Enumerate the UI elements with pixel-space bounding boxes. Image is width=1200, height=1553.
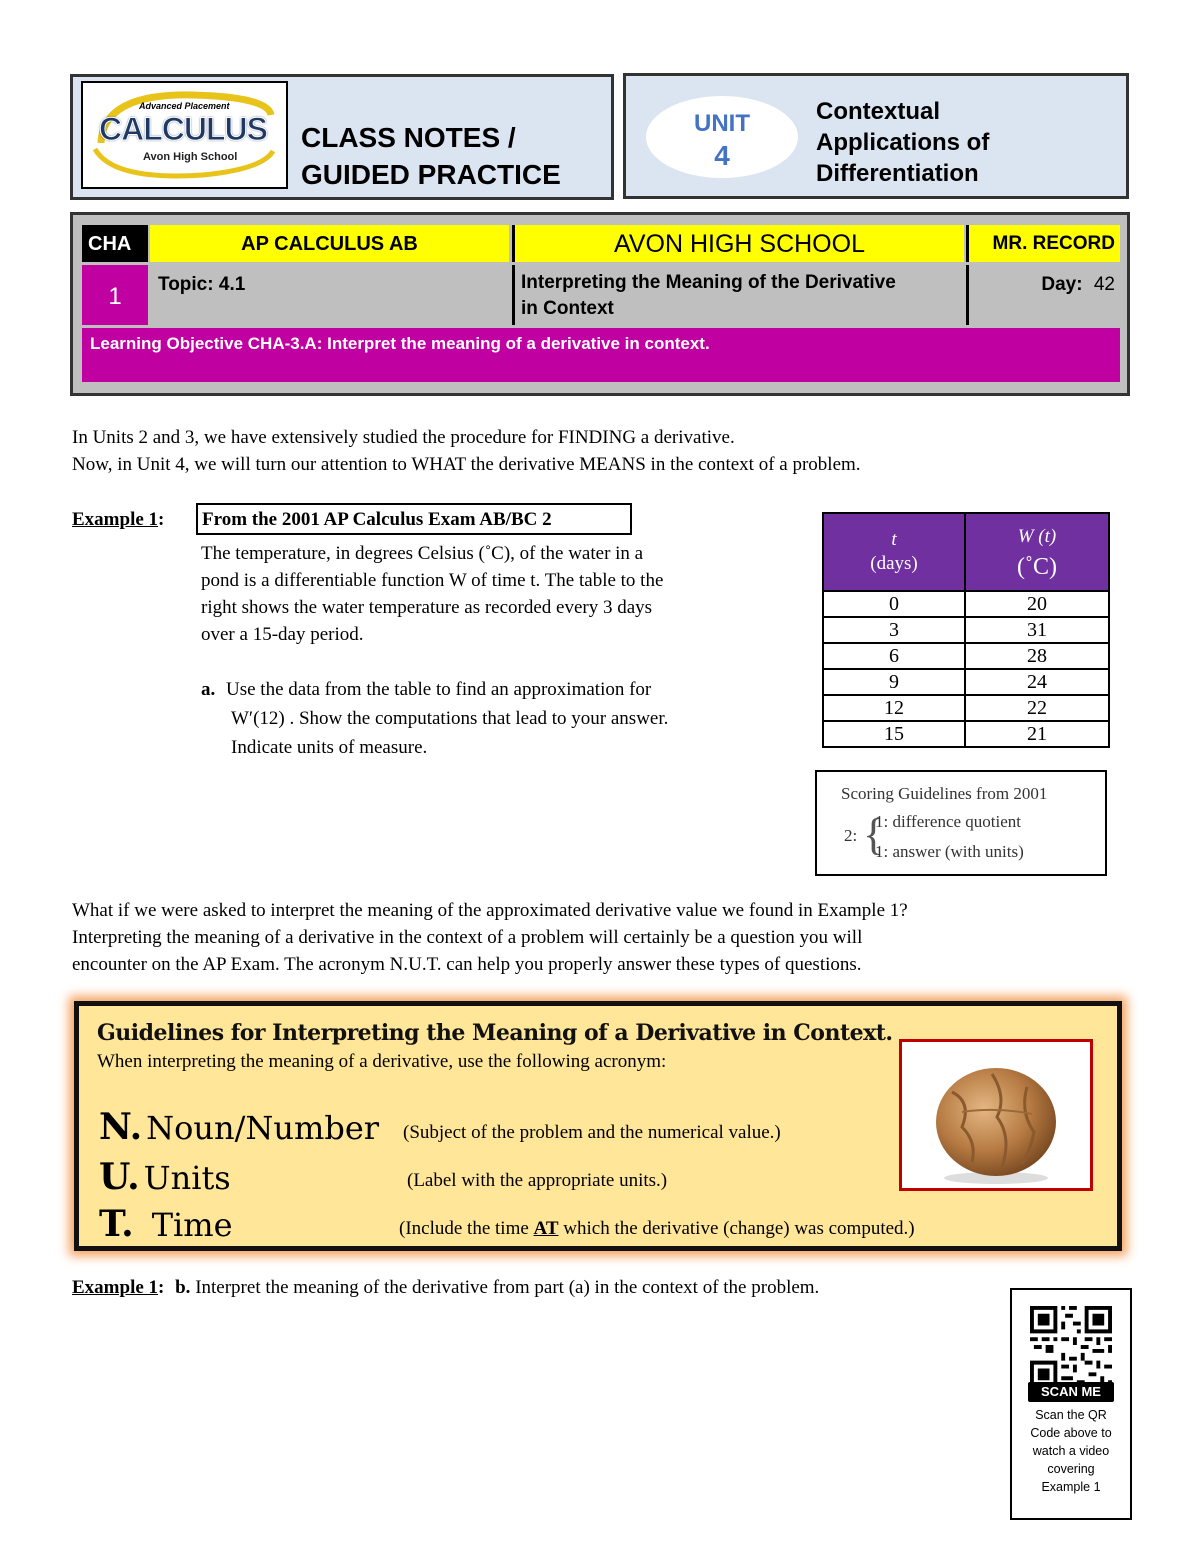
header-t-unit: (days) xyxy=(870,553,918,574)
topic-title-line2: in Context xyxy=(521,298,614,319)
day-label: Day: xyxy=(1041,274,1083,295)
scoring-line2: 1: answer (with units) xyxy=(875,842,1024,861)
logo-main-text: CALCULUS xyxy=(99,111,267,147)
nut-desc-t xyxy=(399,1218,915,1240)
nut-letter-t: T. xyxy=(99,1203,134,1245)
day-cell xyxy=(966,265,1120,325)
nut-desc-t-em: AT xyxy=(533,1218,559,1239)
table-cell-t: 6 xyxy=(823,643,965,669)
guidelines-subtitle: When interpreting the meaning of a derivative, use the following acronym: xyxy=(97,1051,667,1072)
nut-letter-n: N. xyxy=(99,1106,143,1148)
nut-desc-u: (Label with the appropriate units.) xyxy=(407,1170,668,1191)
scoring-line1: 1: difference quotient xyxy=(875,812,1022,831)
walnut-image xyxy=(899,1039,1093,1191)
scoring-points: 2: xyxy=(844,826,858,845)
nut-desc-n: (Subject of the problem and the numerical value.) xyxy=(403,1122,781,1143)
header-right-box xyxy=(623,73,1129,199)
scan-me-label: SCAN ME xyxy=(1041,1384,1101,1399)
nut-letter-u: U. xyxy=(99,1156,140,1198)
qr-code-box[interactable] xyxy=(1010,1288,1132,1520)
header-t xyxy=(823,513,965,591)
course-cell xyxy=(150,225,509,262)
example1-heading: Example 1: xyxy=(72,509,165,530)
course-info-table xyxy=(70,212,1130,396)
example1-desc-line3: right shows the water temperature as recorded every 3 days xyxy=(201,597,653,618)
part-a-label: a. xyxy=(201,679,216,700)
intro-line2: Now, in Unit 4, we will turn our attention to WHAT the derivative MEANS in the context of a problem. xyxy=(72,454,861,475)
table-cell-t: 9 xyxy=(823,669,965,695)
table-cell-t: 0 xyxy=(823,591,965,617)
scoring-guidelines-box xyxy=(815,770,1107,876)
part-a-line1: Use the data from the table to find an approximation for xyxy=(226,679,652,700)
nut-desc-t-post: which the derivative (change) was computed.) xyxy=(558,1218,915,1239)
topic-number: 1 xyxy=(108,283,122,310)
unit-badge xyxy=(646,96,798,178)
transition-line1: What if we were asked to interpret the meaning of the approximated derivative value we found in Example 1? xyxy=(72,900,908,921)
course-code: CHA xyxy=(88,233,132,255)
header-w-unit: (˚C) xyxy=(1017,554,1057,580)
unit-title-line3: Differentiation xyxy=(816,160,979,187)
unit-title xyxy=(816,96,989,189)
day-value: 42 xyxy=(1093,274,1115,295)
number-cell xyxy=(82,265,148,325)
example1b-part: b. xyxy=(175,1277,191,1298)
table-cell-w: 21 xyxy=(965,721,1109,747)
scoring-brace: { xyxy=(863,810,885,859)
part-a-line3: Indicate units of measure. xyxy=(231,737,428,758)
example1-desc-line4: over a 15-day period. xyxy=(201,624,364,645)
logo-top-text: Advanced Placement xyxy=(139,101,230,111)
header-left-box xyxy=(70,74,614,200)
transition-text xyxy=(72,897,908,978)
nut-guidelines-box xyxy=(74,1001,1122,1251)
qr-caption xyxy=(1012,1406,1130,1496)
guidelines-title: Guidelines for Interpreting the Meaning of a Derivative in Context. xyxy=(97,1020,893,1046)
transition-line3: encounter on the AP Exam. The acronym N.U.T. can help you properly answer these types of questions. xyxy=(72,954,862,975)
table-body xyxy=(823,591,1109,747)
topic-label: Topic: xyxy=(158,274,214,295)
example1-label: Example 1 xyxy=(72,509,159,530)
header-t-symbol: t xyxy=(891,529,897,550)
nut-row-n xyxy=(99,1106,379,1148)
objective-cell xyxy=(82,328,1120,382)
nut-word-t: Time xyxy=(151,1206,233,1244)
table-row xyxy=(823,669,1109,695)
header-w-symbol: W (t) xyxy=(1017,526,1057,547)
table-cell-t: 3 xyxy=(823,617,965,643)
school-cell xyxy=(512,225,964,262)
school-name: AVON HIGH SCHOOL xyxy=(614,230,865,258)
code-cell xyxy=(82,225,148,262)
teacher-cell xyxy=(966,225,1120,262)
example1b: Example 1: b. Interpret the meaning of the derivative from part (a) in the context of the problem. xyxy=(72,1277,820,1298)
doc-type-line1: CLASS NOTES / xyxy=(301,122,516,153)
doc-type-title xyxy=(301,119,561,193)
qr-caption-line1: Scan the QR xyxy=(1035,1408,1107,1422)
table-cell-t: 15 xyxy=(823,721,965,747)
nut-desc-t-pre: (Include the time xyxy=(399,1218,534,1239)
doc-type-line2: GUIDED PRACTICE xyxy=(301,159,561,190)
course-name: AP CALCULUS AB xyxy=(241,233,418,255)
walnut-icon xyxy=(902,1042,1090,1188)
nut-word-u: Units xyxy=(143,1159,231,1197)
topic-title-line1: Interpreting the Meaning of the Derivative xyxy=(521,272,896,293)
example1-desc-line1: The temperature, in degrees Celsius (˚C), of the water in a xyxy=(201,543,644,564)
example1b-text: Interpret the meaning of the derivative from part (a) in the context of the problem. xyxy=(195,1277,820,1298)
table-row xyxy=(823,695,1109,721)
header-w xyxy=(965,513,1109,591)
example1-description xyxy=(201,540,663,648)
nut-row-t xyxy=(99,1203,233,1245)
logo-sub-text: Avon High School xyxy=(143,151,238,163)
transition-line2: Interpreting the meaning of a derivative in the context of a problem will certainly be a question you will xyxy=(72,927,863,948)
topic-title-cell xyxy=(512,265,964,325)
qr-caption-line2: Code above to xyxy=(1030,1426,1112,1440)
qr-caption-line4: covering xyxy=(1047,1462,1095,1476)
intro-text xyxy=(72,424,861,478)
learning-objective: Learning Objective CHA-3.A: Interpret the meaning of a derivative in context. xyxy=(90,334,710,353)
example1-desc-line2: pond is a differentiable function W of time t. The table to the xyxy=(201,570,664,591)
qr-code-icon[interactable] xyxy=(1030,1306,1112,1388)
unit-number: 4 xyxy=(714,140,730,171)
temperature-table xyxy=(822,512,1110,748)
intro-line1: In Units 2 and 3, we have extensively studied the procedure for FINDING a derivative. xyxy=(72,427,735,448)
table-row xyxy=(823,721,1109,747)
scan-me-button[interactable] xyxy=(1028,1382,1114,1402)
table-header-row xyxy=(823,513,1109,591)
scoring-title: Scoring Guidelines from 2001 xyxy=(841,784,1048,803)
example1-source: From the 2001 AP Calculus Exam AB/BC 2 xyxy=(202,509,552,530)
table-cell-w: 20 xyxy=(965,591,1109,617)
example1-part-a xyxy=(201,675,668,762)
unit-title-line2: Applications of xyxy=(816,129,990,156)
unit-label: UNIT xyxy=(694,110,750,137)
example1-source-box xyxy=(196,503,632,535)
qr-caption-line5: Example 1 xyxy=(1041,1480,1101,1494)
teacher-name: MR. RECORD xyxy=(992,233,1115,254)
qr-caption-line3: watch a video xyxy=(1032,1444,1110,1458)
table-row xyxy=(823,643,1109,669)
part-a-line2: W′(12) . Show the computations that lead to your answer. xyxy=(231,708,669,729)
calculus-logo xyxy=(81,81,288,189)
table-cell-w: 24 xyxy=(965,669,1109,695)
nut-row-u xyxy=(99,1156,231,1198)
table-row xyxy=(823,617,1109,643)
table-cell-w: 31 xyxy=(965,617,1109,643)
unit-title-line1: Contextual xyxy=(816,98,941,125)
table-cell-t: 12 xyxy=(823,695,965,721)
table-cell-w: 28 xyxy=(965,643,1109,669)
topic-cell xyxy=(150,265,509,325)
table-row xyxy=(823,591,1109,617)
example1b-label: Example 1 xyxy=(72,1277,159,1298)
nut-word-n: Noun/Number xyxy=(146,1109,380,1147)
table-cell-w: 22 xyxy=(965,695,1109,721)
topic-value: 4.1 xyxy=(218,274,246,295)
